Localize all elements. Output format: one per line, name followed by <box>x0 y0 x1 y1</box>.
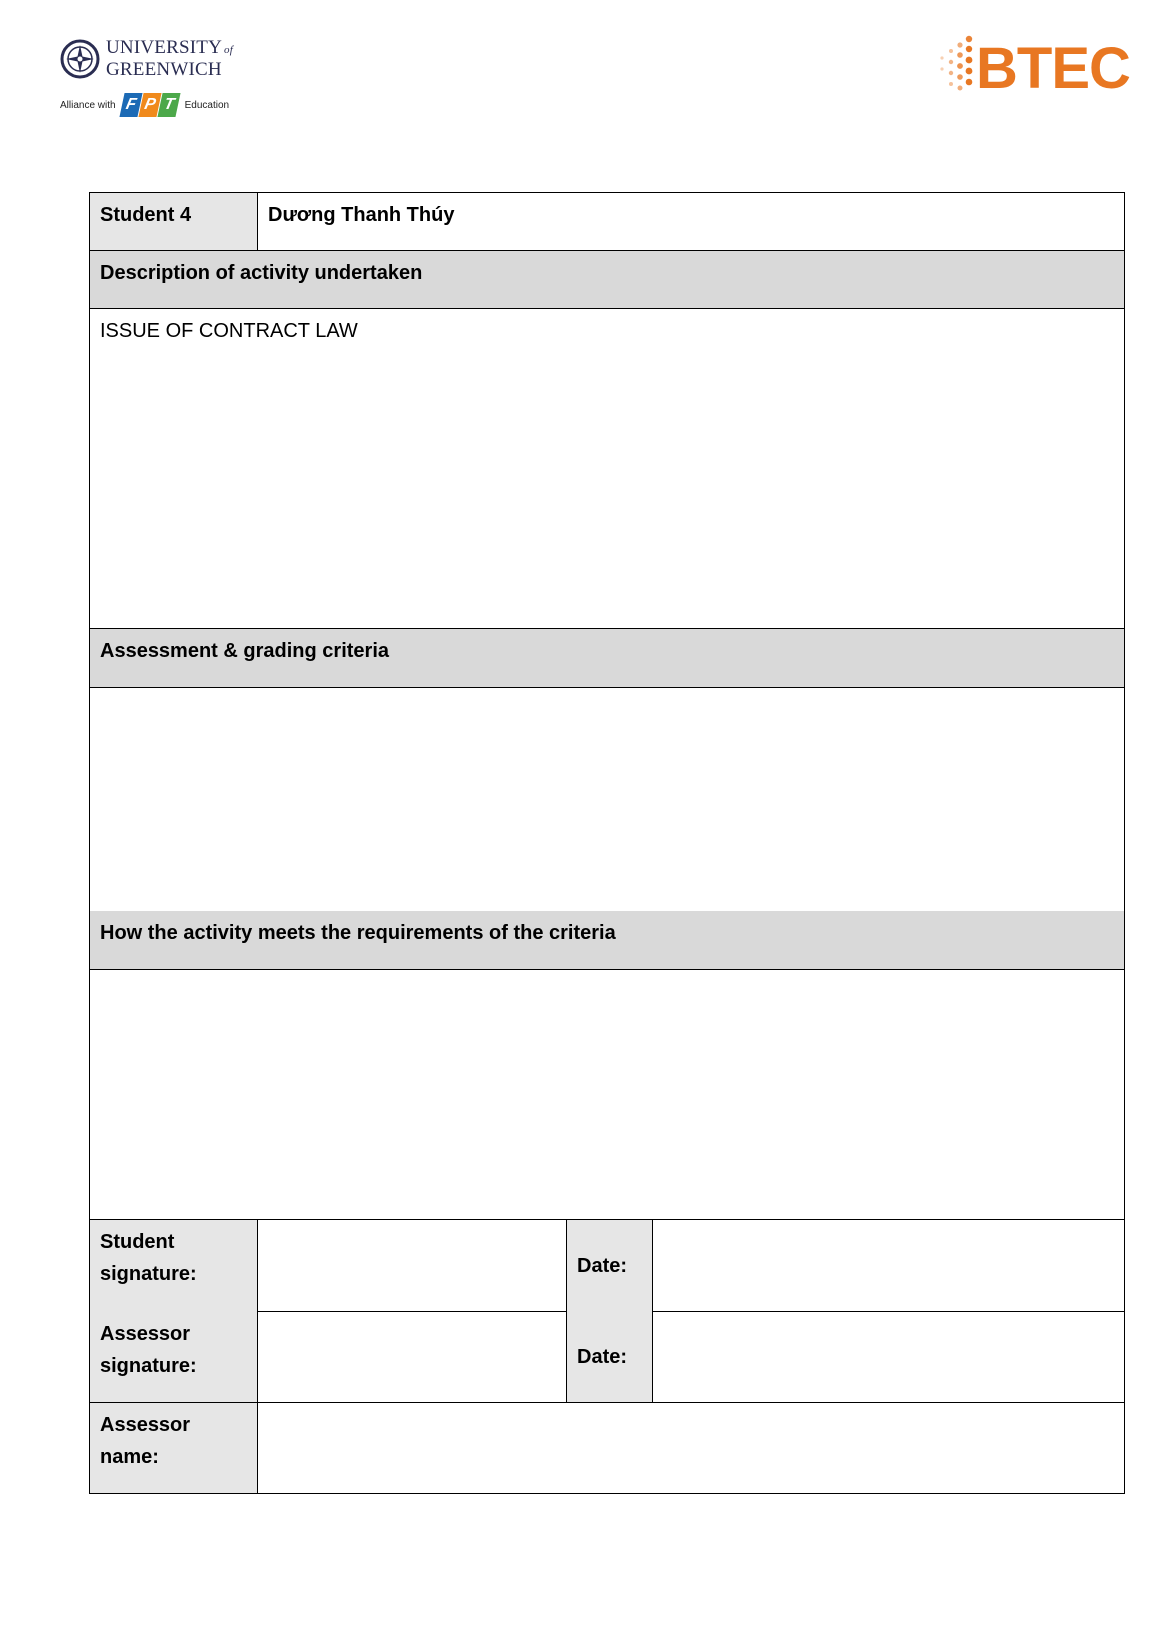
description-heading-row <box>90 251 1125 309</box>
student-label: Student 4 <box>90 193 258 251</box>
assessor-name-row <box>90 1403 1125 1494</box>
student-signature-field[interactable] <box>258 1220 567 1312</box>
education-label: Education <box>184 99 230 111</box>
fpt-letter-p: P <box>138 93 161 117</box>
assessor-name-field[interactable] <box>258 1403 1125 1494</box>
assessor-date-field[interactable] <box>653 1312 1125 1403</box>
fpt-letter-f: F <box>119 93 142 117</box>
criteria-heading: Assessment & grading criteria <box>90 629 1125 688</box>
university-of: of <box>224 44 233 56</box>
criteria-text-field[interactable] <box>90 688 1125 911</box>
university-line1: UNIVERSITY <box>106 37 222 58</box>
criteria-body-row <box>90 688 1125 911</box>
fpt-letter-t: T <box>157 93 180 117</box>
btec-wordmark: BTEC <box>976 36 1130 101</box>
assessor-name-label: Assessor name: <box>90 1403 258 1494</box>
description-text-field[interactable]: ISSUE OF CONTRACT LAW <box>90 309 1125 629</box>
assessor-signature-field[interactable] <box>258 1312 567 1403</box>
university-line2: GREENWICH <box>106 59 222 80</box>
student-date-label: Date: <box>567 1220 653 1312</box>
student-signature-row <box>90 1220 1125 1312</box>
student-row <box>90 193 1125 251</box>
alliance-label: Alliance with <box>60 99 116 111</box>
criteria-heading-row <box>90 629 1125 688</box>
student-date-field[interactable] <box>653 1220 1125 1312</box>
university-of-greenwich-logo <box>60 38 240 133</box>
assessor-signature-label: Assessor signature: <box>90 1312 258 1403</box>
requirements-text-field[interactable] <box>90 970 1125 1220</box>
btec-logo <box>938 34 1143 104</box>
assessor-signature-row <box>90 1312 1125 1403</box>
assessor-date-label: Date: <box>567 1312 653 1403</box>
observation-record-form <box>89 192 1125 1494</box>
description-heading: Description of activity undertaken <box>90 251 1125 309</box>
requirements-heading-row <box>90 911 1125 970</box>
compass-seal-icon <box>60 39 100 79</box>
student-name-field[interactable]: Dương Thanh Thúy <box>258 193 1125 251</box>
requirements-heading: How the activity meets the requirements of the criteria <box>90 911 1125 970</box>
description-body-row <box>90 309 1125 629</box>
student-signature-label: Student signature: <box>90 1220 258 1312</box>
requirements-body-row <box>90 970 1125 1220</box>
fpt-logo <box>122 93 179 117</box>
